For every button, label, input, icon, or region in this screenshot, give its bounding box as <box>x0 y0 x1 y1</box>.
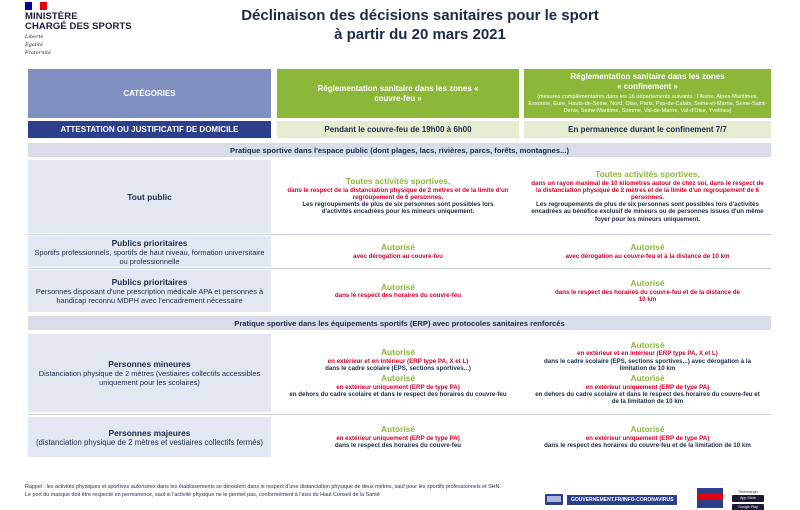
footer-note-masque: Le port du masque doit être respecté en permanence, sauf si l'activité physique ne le permet pas, conformément à l'avis du Haut Conseil de la Santé <box>25 492 380 498</box>
prioritaires-2-couvre-feu <box>277 270 519 312</box>
mineurs-couvre-feu <box>277 334 519 412</box>
tout-public-cn-dark: Les regroupements de plus de six personnes sont possibles lors d'activités encadrées au bénéfice exclusif de mineurs ou de personnes issues d'un même foyer pour les mineurs uniquement. <box>531 201 764 223</box>
majeurs-couvre-feu <box>277 417 519 457</box>
prioritaires-1-cf-red: avec dérogation au couvre-feu <box>353 252 443 260</box>
majeurs-cf-head: Autorisé <box>381 424 415 435</box>
motto-egalite: Égalité <box>25 42 43 48</box>
majeurs-confinement <box>524 417 771 457</box>
divider <box>28 234 771 235</box>
tout-public-cn-red: dans un rayon maximal de 10 kilomètres autour de chez soi, dans le respect de la distanciation physique de 2 mètres et de la limite d'un regroupement de 6 personnes. <box>531 179 764 202</box>
majeurs-cn-dark: dans le respect des horaires du couvre-feu et de la limitation de 10 km <box>544 441 751 449</box>
store-caption: Télécharger <box>737 490 759 494</box>
majeurs-cn-head: Autorisé <box>630 424 665 435</box>
french-flag-icon <box>25 2 47 10</box>
prioritaires-1-couvre-feu <box>277 236 519 267</box>
prioritaires-2-cf-head: Autorisé <box>381 281 415 292</box>
tout-public-cf-head: Toutes activités sportives, <box>345 176 451 187</box>
confinement-title2: « confinement » <box>617 82 678 92</box>
title-line2: à partir du 20 mars 2021 <box>334 26 506 43</box>
majeurs-cf-red: en extérieur uniquement (ERP de type PA) <box>336 434 460 442</box>
gouv-info-coronavirus <box>545 494 677 505</box>
row-prioritaires-2-label <box>28 270 271 312</box>
row-mineurs-label <box>28 334 271 412</box>
footer-note <box>25 483 525 499</box>
footer-note-rappel: Rappel : les activités physiques et sportives autorisées dans les établissements se déroulent dans le respect d'une distanciation physique de deux mètres, sauf pour les sportifs professionnels et SHN. <box>25 484 501 490</box>
tout-public-confinement <box>524 160 771 233</box>
mineurs-cf-dark1: dans le cadre scolaire (EPS, sections sportives...) <box>325 364 471 372</box>
ministry-logo <box>25 2 145 56</box>
prioritaires-1-title: Publics prioritaires <box>111 237 188 248</box>
computer-icon <box>545 494 563 505</box>
attestation-couvre-feu <box>277 121 519 138</box>
prioritaires-2-title: Publics prioritaires <box>111 277 188 287</box>
ministry-name-line2: CHARGÉ DES SPORTS <box>25 21 132 32</box>
categories-label: CATÉGORIES <box>123 89 176 98</box>
row-prioritaires-1-label <box>28 236 271 267</box>
tousanticovid-logo-icon <box>697 488 723 508</box>
majeurs-title: Personnes majeures <box>108 427 191 438</box>
attestation-label <box>28 121 271 138</box>
confinement-departments-note: (mesures complémentaires dans les 16 départements suivants : l'Aisne, Alpes-Maritimes, Essonne, Eure, Hauts-de-Seine, Nord, Oise, Paris, Pas-de-Calais, Seine-et-Marne, Seine-Saint-Denis, Seine-Maritime, Somme, Val-de-Marne, Val-d'Oise, Yvelines) <box>528 94 767 114</box>
attestation-confinement <box>524 121 771 138</box>
tout-public-cf-dark: Les regroupements de plus de six personnes sont possibles lors d'activités encadrées pour les mineurs uniquement. <box>302 201 494 216</box>
mineurs-cn-head1: Autorisé <box>630 339 665 350</box>
tout-public-couvre-feu <box>277 160 519 233</box>
header-confinement <box>524 69 771 118</box>
mineurs-cf-head1: Autorisé <box>381 347 415 358</box>
row-majeurs-label <box>28 417 271 457</box>
google-play-badge: Google Play <box>732 504 764 510</box>
mineurs-sub: Distanciation physique de 2 mètres (vestiaires collectifs accessibles uniquement pour les scolaires) <box>38 369 261 387</box>
mineurs-cn-dark2: en dehors du cadre scolaire et dans le respect des horaires du couvre-feu et de la limitation de 10 km <box>535 390 760 405</box>
store-badges <box>732 490 764 510</box>
tout-public-title: Tout public <box>127 191 172 202</box>
mineurs-cf-dark2: en dehors du cadre scolaire et dans le respect des horaires du couvre-feu <box>289 390 507 398</box>
attestation-confinement-text: En permanence durant le confinement 7/7 <box>568 125 727 134</box>
prioritaires-1-cf-head: Autorisé <box>381 242 415 253</box>
title-line1: Déclinaison des décisions sanitaires pour le sport <box>241 7 599 24</box>
ministry-name-line1: MINISTÈRE <box>25 11 78 22</box>
section-erp <box>28 316 771 330</box>
mineurs-cf-red1: en extérieur et en intérieur (ERP type PA, X et L) <box>327 357 469 365</box>
motto-liberte: Liberté <box>25 34 44 40</box>
mineurs-cn-red1: en extérieur et en intérieur (ERP type PA, X et L) <box>577 350 718 358</box>
row-tout-public-label <box>28 160 271 233</box>
mineurs-cf-head2: Autorisé <box>381 373 415 383</box>
mineurs-cn-red2: en extérieur uniquement (ERP de type PA) <box>585 383 710 391</box>
tout-public-cf-red: dans le respect de la distanciation physique de 2 mètres et de la limite d'un regroupement de 6 personnes. <box>287 186 509 202</box>
header-couvre-feu <box>277 69 519 118</box>
mineurs-cf-red2: en extérieur uniquement (ERP de type PA) <box>336 383 460 391</box>
mineurs-title: Personnes mineures <box>108 359 191 369</box>
prioritaires-2-sub: Personnes disposant d'une prescription médicale APA et personnes à handicap reconnu MDPH avec l'encadrement nécessaire <box>35 287 264 305</box>
mineurs-confinement <box>524 334 771 412</box>
prioritaires-1-cn-red: avec dérogation au couvre-feu et à la distance de 10 km <box>565 252 730 260</box>
prioritaires-2-cf-red: dans le respect des horaires du couvre-feu <box>334 292 462 300</box>
prioritaires-2-confinement <box>524 270 771 312</box>
mineurs-cn-head2: Autorisé <box>630 373 665 383</box>
prioritaires-1-confinement <box>524 236 771 267</box>
page-title <box>200 6 640 44</box>
section-erp-text: Pratique sportive dans les équipements sportifs (ERP) avec protocoles sanitaires renforcés <box>234 318 565 328</box>
prioritaires-2-cn-head: Autorisé <box>630 278 665 289</box>
majeurs-sub: (distanciation physique de 2 mètres et vestiaires collectifs fermés) <box>35 437 264 447</box>
mineurs-cn-dark1: dans le cadre scolaire (EPS, sections sportives...) avec dérogation à la limitation de 10 km <box>543 357 752 372</box>
gouv-url: GOUVERNEMENT.FR/INFO-CORONAVIRUS <box>567 495 677 505</box>
prioritaires-1-sub: Sportifs professionnels, sportifs de haut niveau, formation universitaire ou professionnelle <box>34 247 265 266</box>
section-espace-public-text: Pratique sportive dans l'espace public (dont plages, lacs, rivières, parcs, forêts, montagnes...) <box>230 145 569 155</box>
prioritaires-2-cn-red: dans le respect des horaires du couvre-feu et de la distance de 10 km <box>554 288 740 303</box>
section-espace-public <box>28 143 771 157</box>
divider <box>28 414 771 415</box>
tout-public-cn-head: Toutes activités sportives, <box>595 169 700 180</box>
majeurs-cn-red: en extérieur uniquement (ERP de type PA) <box>585 434 710 442</box>
attestation-couvre-feu-text: Pendant le couvre-feu de 19h00 à 6h00 <box>324 125 472 134</box>
majeurs-cf-dark: dans le respect des horaires du couvre-feu <box>334 441 462 449</box>
divider <box>28 268 771 269</box>
header-categories <box>28 69 271 118</box>
app-store-badge: App Store <box>732 495 764 502</box>
prioritaires-1-cn-head: Autorisé <box>630 242 665 253</box>
couvre-feu-title: Réglementation sanitaire dans les zones « couvre-feu » <box>317 83 479 103</box>
attestation-label-text: ATTESTATION OU JUSTIFICATIF DE DOMICILE <box>60 125 239 134</box>
motto-fraternite: Fraternité <box>25 50 51 56</box>
confinement-title1: Réglementation sanitaire dans les zones <box>570 72 725 82</box>
